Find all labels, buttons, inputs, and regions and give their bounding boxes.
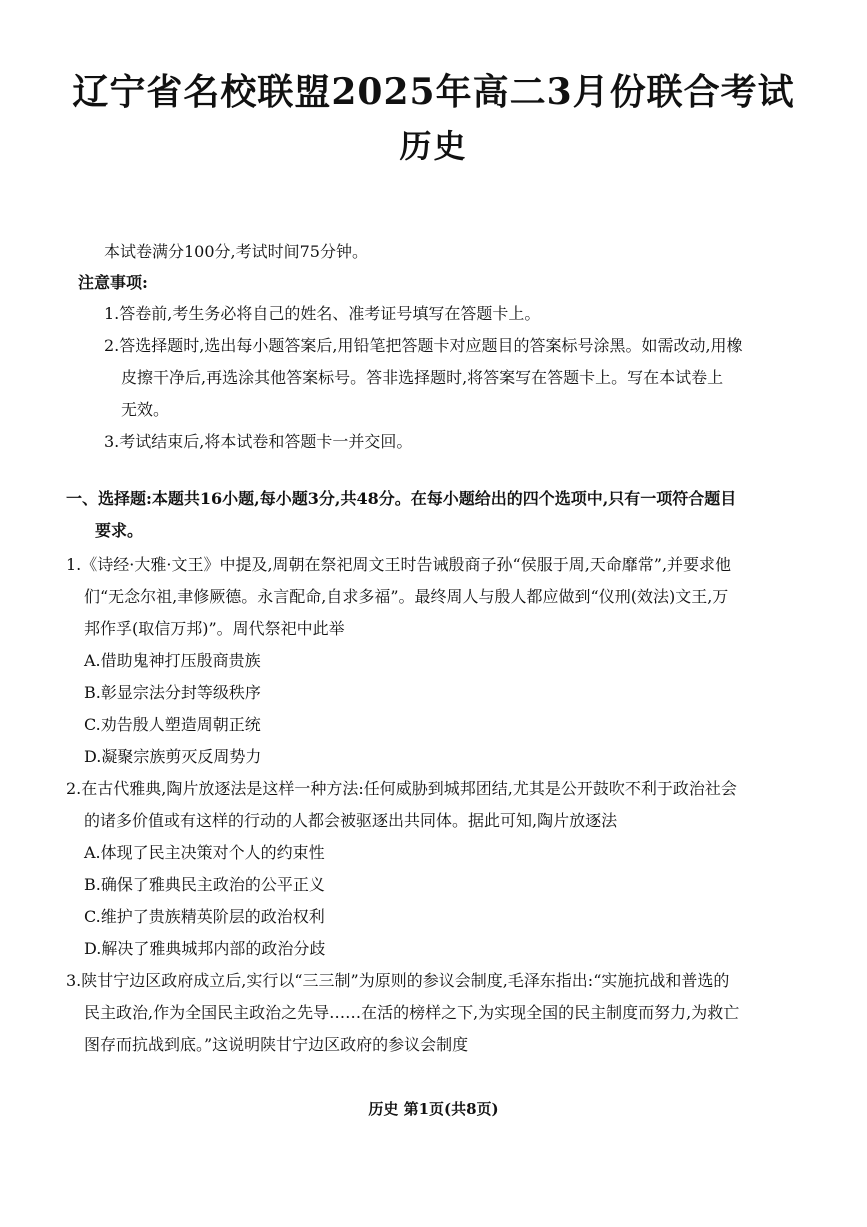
question-2-stem: 2.在古代雅典,陶片放逐法是这样一种方法:任何威胁到城邦团结,尤其是公开鼓吹不利于政治社会 bbox=[66, 779, 737, 798]
page-footer: 历史 第1页(共8页) bbox=[368, 1100, 499, 1118]
section-heading-continued: 要求。 bbox=[95, 521, 144, 540]
question-2-stem: 的诸多价值或有这样的行动的人都会被驱逐出共同体。据此可知,陶片放逐法 bbox=[84, 811, 618, 830]
question-3-stem: 3.陕甘宁边区政府成立后,实行以“三三制”为原则的参议会制度,毛泽东指出:“实施抗战和普选的 bbox=[66, 971, 730, 990]
question-1-stem: 邦作孚(取信万邦)”。周代祭祀中此举 bbox=[84, 619, 345, 638]
question-1-option-b: B.彰显宗法分封等级秩序 bbox=[84, 683, 261, 702]
subject-title: 历史 bbox=[399, 127, 468, 165]
question-1-option-d: D.凝聚宗族剪灭反周势力 bbox=[84, 747, 262, 766]
question-2-option-c: C.维护了贵族精英阶层的政治权利 bbox=[84, 907, 325, 926]
note-item: 2.答选择题时,选出每小题答案后,用铅笔把答题卡对应题目的答案标号涂黑。如需改动,用橡 bbox=[104, 336, 743, 355]
exam-title: 辽宁省名校联盟2025年高二3月份联合考试 bbox=[72, 71, 795, 113]
question-2-option-b: B.确保了雅典民主政治的公平正义 bbox=[84, 875, 325, 894]
section-heading: 一、选择题:本题共16小题,每小题3分,共48分。在每小题给出的四个选项中,只有一项符合题目 bbox=[66, 489, 737, 508]
question-2-option-a: A.体现了民主决策对个人的约束性 bbox=[84, 843, 325, 862]
note-item-continued: 无效。 bbox=[121, 400, 170, 419]
note-item: 1.答卷前,考生务必将自己的姓名、准考证号填写在答题卡上。 bbox=[104, 304, 541, 323]
question-1-stem: 们“无念尔祖,聿修厥德。永言配命,自求多福”。最终周人与殷人都应做到“仪刑(效法)文王,万 bbox=[84, 587, 729, 606]
question-2-option-d: D.解决了雅典城邦内部的政治分歧 bbox=[84, 939, 326, 958]
question-1-option-a: A.借助鬼神打压殷商贵族 bbox=[84, 651, 261, 670]
question-1-stem: 1.《诗经·大雅·文王》中提及,周朝在祭祀周文王时告诫殷商子孙“侯服于周,天命靡常”,并要求他 bbox=[66, 555, 732, 574]
notes-heading: 注意事项: bbox=[78, 273, 148, 292]
exam-intro: 本试卷满分100分,考试时间75分钟。 bbox=[104, 242, 368, 261]
question-1-option-c: C.劝告殷人塑造周朝正统 bbox=[84, 715, 261, 734]
question-3-stem: 民主政治,作为全国民主政治之先导……在活的榜样之下,为实现全国的民主制度而努力,为救亡 bbox=[84, 1003, 740, 1022]
note-item-continued: 皮擦干净后,再选涂其他答案标号。答非选择题时,将答案写在答题卡上。写在本试卷上 bbox=[121, 368, 724, 387]
question-3-stem: 图存而抗战到底。”这说明陕甘宁边区政府的参议会制度 bbox=[84, 1035, 469, 1054]
note-item: 3.考试结束后,将本试卷和答题卡一并交回。 bbox=[104, 432, 413, 451]
